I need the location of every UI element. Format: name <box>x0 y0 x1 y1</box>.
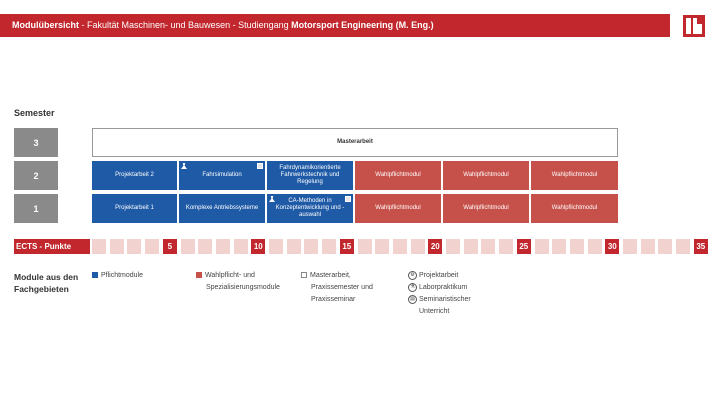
legend-lehrformen <box>408 270 471 318</box>
header-title-bold: Modulübersicht <box>12 20 79 30</box>
semester-label: Semester <box>14 108 55 118</box>
ects-mark: 20 <box>428 239 442 254</box>
ects-cell <box>181 239 195 254</box>
module-wahlpflicht-2a <box>355 161 441 190</box>
semester-2: 2 <box>14 161 58 190</box>
module-projektarbeit-1 <box>92 194 177 223</box>
module-antriebssysteme <box>179 194 265 223</box>
ects-mark: 30 <box>605 239 619 254</box>
legend-master-line1: Masterarbeit, <box>310 272 351 279</box>
lab-icon <box>181 163 187 169</box>
module-antriebssysteme-label: Komplexe Antriebssysteme <box>185 205 259 211</box>
legend-projekt: Projektarbeit <box>419 272 459 279</box>
ects-mark: 10 <box>251 239 265 254</box>
semester-1: 1 <box>14 194 58 223</box>
module-wahlpflicht-1a <box>355 194 441 223</box>
ects-cell <box>446 239 460 254</box>
ects-mark: 15 <box>340 239 354 254</box>
legend-title <box>14 271 78 295</box>
ects-cell <box>127 239 141 254</box>
ects-cell <box>358 239 372 254</box>
legend-pflicht-label: Pflichtmodule <box>101 272 144 279</box>
legend-pflicht <box>92 270 143 282</box>
module-fahrsimulation-label: Fahrsimulation <box>202 172 242 178</box>
ects-cell <box>145 239 159 254</box>
module-fahrdynamik <box>267 161 353 190</box>
header-title-rest: - Fakultät Maschinen- und Bauwesen - Studiengang <box>79 20 292 30</box>
white-swatch-icon <box>301 272 307 278</box>
legend-title-line2: Fachgebieten <box>14 284 69 294</box>
legend-labor: Laborpraktikum <box>419 284 468 291</box>
ects-cell <box>216 239 230 254</box>
ects-cell <box>110 239 124 254</box>
legend-wahl-line1: Wahlpflicht- und <box>205 272 255 279</box>
header-program: Motorsport Engineering (M. Eng.) <box>291 20 434 30</box>
seminar-icon <box>257 163 263 169</box>
module-ca-methoden <box>267 194 353 223</box>
project-icon: ⚙ <box>408 271 417 280</box>
ects-cell <box>322 239 336 254</box>
university-logo <box>683 15 705 37</box>
module-wahlpflicht-label: Wahlpflichtmodul <box>463 172 509 178</box>
legend-wahl-line2: Spezialisierungsmodule <box>206 284 280 291</box>
ects-label-text: ECTS - Punkte <box>16 242 72 251</box>
module-projektarbeit-2 <box>92 161 177 190</box>
red-swatch-icon <box>196 272 202 278</box>
module-masterarbeit-label: Masterarbeit <box>337 139 373 145</box>
ects-cell <box>535 239 549 254</box>
legend-wahlpflicht <box>196 270 280 294</box>
legend-seminar-line1: Seminaristischer <box>419 296 471 303</box>
ects-cell <box>499 239 513 254</box>
ects-cell <box>464 239 478 254</box>
ects-cell <box>641 239 655 254</box>
module-projektarbeit-2-label: Projektarbeit 2 <box>115 172 154 178</box>
ects-mark: 35 <box>694 239 708 254</box>
ects-mark: 5 <box>163 239 177 254</box>
module-wahlpflicht-label: Wahlpflichtmodul <box>551 205 598 211</box>
legend-master-line2: Praxissemester und <box>311 284 373 291</box>
ects-cell <box>552 239 566 254</box>
legend-masterarbeit <box>301 270 373 306</box>
module-fahrdynamik-label: Fahrdynamikorientierte Fahrwerkstechnik und Regelung <box>279 165 341 185</box>
lab-icon: ⚗ <box>408 283 417 292</box>
module-wahlpflicht-label: Wahlpflichtmodul <box>551 172 598 178</box>
ects-cell <box>304 239 318 254</box>
module-wahlpflicht-2c <box>531 161 618 190</box>
header-bar <box>0 14 670 37</box>
ects-cell <box>287 239 301 254</box>
ects-cell <box>481 239 495 254</box>
legend-title-line1: Module aus den <box>14 272 79 282</box>
ects-cell <box>588 239 602 254</box>
ects-cell <box>198 239 212 254</box>
seminar-icon <box>345 196 351 202</box>
ects-cell <box>676 239 690 254</box>
semester-3: 3 <box>14 128 58 157</box>
module-wahlpflicht-label: Wahlpflichtmodul <box>375 172 421 178</box>
module-masterarbeit <box>92 128 618 157</box>
ects-cell <box>375 239 389 254</box>
ects-cell <box>92 239 106 254</box>
ects-mark: 25 <box>517 239 531 254</box>
module-wahlpflicht-1c <box>531 194 618 223</box>
module-fahrsimulation <box>179 161 265 190</box>
blue-swatch-icon <box>92 272 98 278</box>
module-projektarbeit-1-label: Projektarbeit 1 <box>115 205 154 211</box>
ects-cell <box>411 239 425 254</box>
legend-seminar-line2: Unterricht <box>419 308 450 315</box>
ects-cell <box>658 239 672 254</box>
module-wahlpflicht-label: Wahlpflichtmodul <box>463 205 509 211</box>
ects-cell <box>393 239 407 254</box>
module-wahlpflicht-1b <box>443 194 529 223</box>
ects-cell <box>269 239 283 254</box>
ects-cell <box>623 239 637 254</box>
legend-master-line3: Praxisseminar <box>311 296 356 303</box>
module-ca-methoden-label: CA-Methoden in Konzeptentwicklung und -auswahl <box>275 198 345 218</box>
module-wahlpflicht-2b <box>443 161 529 190</box>
ects-cell <box>570 239 584 254</box>
seminar-icon: ▤ <box>408 295 417 304</box>
ects-label <box>14 239 90 254</box>
module-wahlpflicht-label: Wahlpflichtmodul <box>375 205 421 211</box>
ects-cell <box>234 239 248 254</box>
